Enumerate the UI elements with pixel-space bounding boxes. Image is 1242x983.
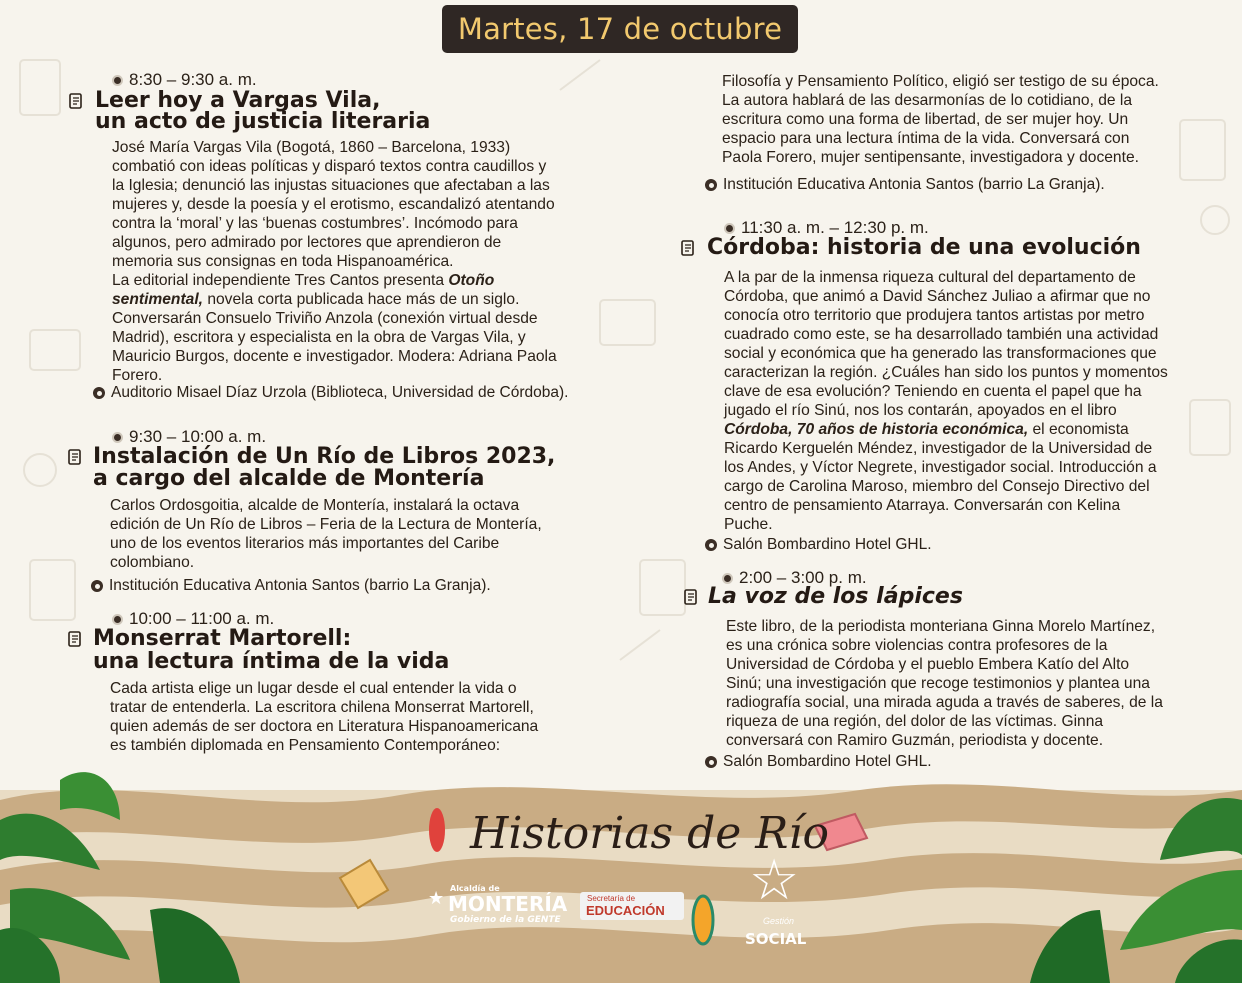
event-5-time: 2:00 – 3:00 p. m. <box>722 568 867 588</box>
event-3-place: Institución Educativa Antonia Santos (barrio La Granja). <box>705 176 1105 194</box>
event-4-time: 11:30 a. m. – 12:30 p. m. <box>724 218 929 238</box>
event-2-title-line1: Instalación de Un Río de Libros 2023, <box>93 444 556 469</box>
notebook-icon <box>67 631 83 647</box>
event-2-place: Institución Educativa Antonia Santos (barrio La Granja). <box>91 577 491 595</box>
event-2-title-line2: a cargo del alcalde de Montería <box>93 466 485 491</box>
event-1-title-line2: un acto de justicia literaria <box>95 109 431 134</box>
notebook-icon <box>68 93 84 109</box>
event-3-time: 10:00 – 11:00 a. m. <box>112 609 274 629</box>
date-title: Martes, 17 de octubre <box>457 12 783 46</box>
historias-de-rio-logo: Historias de Río <box>470 808 829 859</box>
clock-icon <box>722 573 733 584</box>
event-1-time: 8:30 – 9:30 a. m. <box>112 70 257 90</box>
star-icon: ☆ <box>749 848 800 911</box>
event-1-place: Auditorio Misael Díaz Urzola (Biblioteca, Universidad de Córdoba). <box>93 384 568 402</box>
star-icon: ★ <box>428 888 445 908</box>
event-1-title-line1: Leer hoy a Vargas Vila, <box>95 88 381 113</box>
event-5-place: Salón Bombardino Hotel GHL. <box>705 753 932 771</box>
event-3-title-line2: una lectura íntima de la vida <box>93 649 450 674</box>
notebook-icon <box>67 449 83 465</box>
program-page: Martes, 17 de octubre 8:30 – 9:30 a. m. Leer hoy a Vargas Vila, un acto de justicia literaria José María Vargas Vila (Bogotá, 1860 – Barcelona, 1933) combatió con ideas políticas y disparó textos contra caudillos y la Iglesia; denunció las injustas situaciones que afectaban a las mujeres y, desde la poesía y el erotismo, escandalizó atentando contra la ‘moral’ y las ‘buenas costumbres’. Incómodo para algunos, pero admirado por lectores que aprendieron de memoria sus consignas en toda Hispanoamérica. La editorial independiente Tres Cantos presenta Otoño sentimental, novela corta publicada hace más de un siglo. Conversarán Consuelo Triviño Anzola (conexión virtual desde Madrid), escritora y especialista en la obra de Vargas Vila, y Mauricio Burgos, docente e investigador. Modera: Adriana Paola Forero. Auditorio Misael Díaz Urzola (Biblioteca, Universidad de Córdoba). 9:30 – 10:00 a. m. Instalación de Un Río de Libros 2023, a cargo del alcalde de Montería Carlos Ordosgoitia, alcalde de Montería, instalará la octava edición de Un Río de Libros – Feria de la Lectura de Montería, uno de los eventos literarios más importantes del Caribe colombiano. Institución Educativa Antonia Santos (barrio La Granja). 10:00 – 11:00 a. m. Monserrat Martorell: una lectura íntima de la vida Cada artista elige un lugar desde el cual entender la vida o tratar de entenderla. La escritora chilena Monserrat Martorell, quien además de ser doctora en Literatura Hispanoamericana es también diplomada en Pensamiento Contemporáneo: Filosofía y Pensamiento Político, eligió ser testigo de su época. La autora hablará de las desarmonías de lo cotidiano, de la escritura como una forma de libertad, de ser mujer hoy. Un espacio para una lectura íntima de la vida. Conversará con Paola Forero, mujer sentipensante, investigadora y docente. Institución Educativa Antonia Santos (barrio La Granja). 11:30 a. m. – 12:30 p. m. Córdoba: historia de una evolución A la par de la inmensa riqueza cultural del departamento de Córdoba, que animó a David Sánchez Juliao a afirmar que no conocía otro territorio que produjera tantos artistas por metro cuadrado como este, se ha desarrollado también una actividad social y económica que ha generado las transformaciones que caracterizan la región. ¿Cuáles han sido los puntos y momentos clave de esa evolución? Teniendo en cuenta el papel que ha jugado el río Sinú, nos los contarán, apoyados en el libro Córdoba, 70 años de historia económica, el economista Ricardo Kerguelén Méndez, investigador de la Universidad de los Andes, y Víctor Negrete, investigador social. Introducción a cargo de Carolina Maroso, miembro del Consejo Directivo del centro de pensamiento Atarraya. Conversarán con Kelina Puche. Salón Bombardino Hotel GHL. 2:00 – 3:00 p. m. La voz de los lápices Este libro, de la periodista monteriana Ginna Morelo Martínez, es una crónica sobre violencias contra profesores de la Universidad de Córdoba y el pueblo Embera Katío del Alto Sinú; una investigación que recoge testimonios y plantea una radiografía social, una mirada aguda a través de saberes, de la riqueza de una región, del dolor de las víctimas. Ginna conversará con Ramiro Guzmán, periodista y docente. Salón Bombardino Hotel GHL. Historias de Río Alcaldía de MONTERÍA Gobierno de la GENTE ★ Secretaría de EDUCACIÓN ☆ Gestión SOCIAL <box>0 0 1242 983</box>
event-2-time: 9:30 – 10:00 a. m. <box>112 427 266 447</box>
secretaria-educacion-logo: Secretaría de EDUCACIÓN <box>580 892 684 920</box>
gestion-social-logo: ☆ Gestión SOCIAL <box>745 848 807 948</box>
location-pin-icon <box>705 539 717 551</box>
event-4-place: Salón Bombardino Hotel GHL. <box>705 536 932 554</box>
event-3-body-continued: Filosofía y Pensamiento Político, eligió ser testigo de su época. La autora hablará de las desarmonías de lo cotidiano, de la escritura como una forma de libertad, de ser mujer hoy. Un espacio para una lectura íntima de la vida. Conversará con Paola Forero, mujer sentipensante, investigadora y docente. <box>722 73 1159 166</box>
clock-icon <box>724 223 735 234</box>
event-4-body: A la par de la inmensa riqueza cultural del departamento de Córdoba, que animó a David Sánchez Juliao a afirmar que no conocía otro territorio que produjera tantos artistas por metro cuadrado como este, se ha desarrollado también una actividad social y económica que ha generado las transformaciones que caracterizan la región. ¿Cuáles han sido los puntos y momentos clave de esa evolución? Teniendo en cuenta el papel que ha jugado el río Sinú, nos los contarán, apoyados en el libro Córdoba, 70 años de historia económica, el economista Ricardo Kerguelén Méndez, investigador de la Universidad de los Andes, y Víctor Negrete, investigador social. Introducción a cargo de Carolina Maroso, miembro del Consejo Directivo del centro de pensamiento Atarraya. Conversarán con Kelina Puche. <box>724 269 1168 533</box>
event-3-title-line1: Monserrat Martorell: <box>93 626 352 651</box>
event-4-title: Córdoba: historia de una evolución <box>707 235 1141 260</box>
date-banner <box>444 7 796 51</box>
event-5-title: La voz de los lápices <box>708 584 963 609</box>
event-3-body: Cada artista elige un lugar desde el cual entender la vida o tratar de entenderla. La escritora chilena Monserrat Martorell, quien además de ser doctora en Literatura Hispanoamericana es también diplomada en Pensamiento Contemporáneo: <box>110 680 539 754</box>
event-1-body: José María Vargas Vila (Bogotá, 1860 – Barcelona, 1933) combatió con ideas políticas y disparó textos contra caudillos y la Iglesia; denunció las injustas situaciones que afectaban a las mujeres y, desde la poesía y el erotismo, escandalizó atentando contra la ‘moral’ y las ‘buenas costumbres’. Incómodo para algunos, pero admirado por lectores que aprendieron de memoria sus consignas en toda Hispanoamérica. La editorial independiente Tres Cantos presenta Otoño sentimental, novela corta publicada hace más de un siglo. Conversarán Consuelo Triviño Anzola (conexión virtual desde Madrid), escritora y especialista en la obra de Vargas Vila, y Mauricio Burgos, docente e investigador. Modera: Adriana Paola Forero. <box>112 139 557 384</box>
event-2-body: Carlos Ordosgoitia, alcalde de Montería, instalará la octava edición de Un Río de Libros – Feria de la Lectura de Montería, uno de los eventos literarios más importantes del Caribe colombiano. <box>110 497 542 571</box>
notebook-icon <box>680 240 696 256</box>
location-pin-icon <box>91 580 103 592</box>
location-pin-icon <box>93 387 105 399</box>
clock-icon <box>112 432 123 443</box>
clock-icon <box>112 614 123 625</box>
event-5-body: Este libro, de la periodista monteriana Ginna Morelo Martínez, es una crónica sobre violencias contra profesores de la Universidad de Córdoba y el pueblo Embera Katío del Alto Sinú; una investigación que recoge testimonios y plantea una radiografía social, una mirada aguda a través de saberes, de la riqueza de una región, del dolor de las víctimas. Ginna conversará con Ramiro Guzmán, periodista y docente. <box>726 618 1163 749</box>
notebook-icon <box>683 589 699 605</box>
location-pin-icon <box>705 179 717 191</box>
river-sand-decoration <box>0 760 1242 983</box>
clock-icon <box>112 75 123 86</box>
